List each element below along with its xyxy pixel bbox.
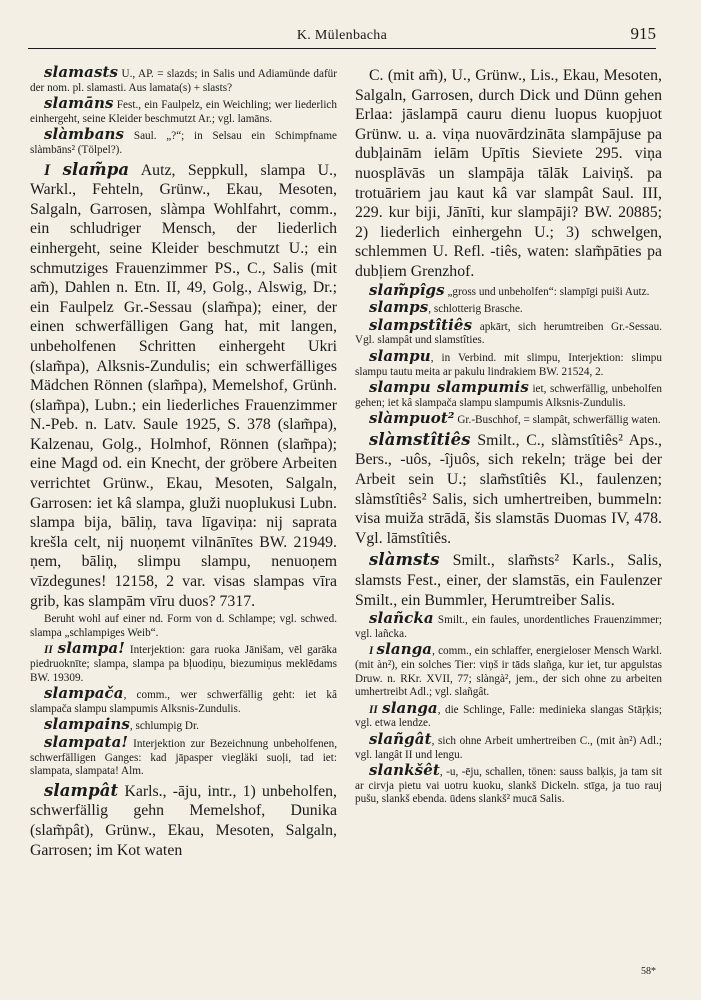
header-rule (28, 48, 656, 49)
headword: slamps (369, 298, 429, 317)
dictionary-entry (30, 732, 337, 779)
running-head: K. Mülenbacha (296, 28, 388, 43)
dictionary-entry (30, 613, 337, 640)
entry-text: , sich ohne Arbeit umhertreiben C., (mit àn²) Adl.; vgl. langât II und lengu. (355, 734, 662, 761)
homonym-number: II (44, 644, 58, 657)
dictionary-entry (355, 761, 662, 807)
headword: slàmbans (44, 125, 125, 144)
entry-text: Beruht wohl auf einer nd. Form von d. Schlampe; vgl. schwed. slampa „schlampiges Weib“. (30, 613, 337, 639)
headword: slanga (382, 698, 438, 717)
entry-text: U., AP. = slazds; in Salis und Adiamünde dafür der nom. pl. slamasti. Aus lamata(s) + slasts? (30, 68, 337, 94)
entry-text: Interjektion: gara ruoka Jānišam, vēl garāka piedruoknīte; slampa, slampa pa bļuodiņu, biezumiņus meklēdams BW. 19309. (30, 644, 337, 684)
dictionary-entry (355, 280, 662, 300)
dictionary-entry (30, 63, 337, 95)
headword: slanga (376, 640, 433, 659)
entry-text: iet, schwerfällig, unbeholfen gehen; iet kâ slampača slampu slampumis Alksnis-Zundulis. (355, 383, 662, 409)
entry-text: Interjektion zur Bezeichnung unbeholfenen, schwerfälligen Ganges: kad jāpasper viegläki suoļi, tad iet: slampata, slampata! Alm. (30, 737, 337, 778)
headword: slampača (44, 684, 124, 703)
dictionary-entry (355, 298, 662, 317)
headword: slàmpuot² (369, 409, 455, 428)
headword: slañgât (369, 729, 432, 748)
dictionary-entry (355, 346, 662, 379)
dictionary-entry (355, 609, 662, 641)
dictionary-entry (355, 430, 662, 549)
headword: slàmsts (369, 550, 440, 570)
dictionary-entry (355, 698, 662, 731)
entry-text: , comm., ein schlaffer, energieloser Mensch Warkl. (mit àn²), ein solches Tier: viņš ir tāds slañga, kur iet, tur apgulstas Druw. n. RKr. XVII, 77; slàngà², jem., der sich ohne zu arbeiten umhertreibt Adl.; vgl. slañgât. (355, 645, 662, 699)
entry-text: „gross und unbeholfen“: slampīgi puiši Autz. (444, 285, 650, 298)
dictionary-entry (30, 639, 337, 685)
entry-text: Autz, Seppkull, slampa U., Warkl., Fehteln, Grünw., Ekau, Mesoten, Salgaln, Garrosen, slàmpa Wohlfahrt, comm., ein schludriger Mensch, der liederlich einhergeht, seine Kleider beschmutzt U.; ein schmutziges Frauenzimmer PS., C., Salis (mit am̃), Dahlen n. Etn. II, 49, Golg., Alswig, Dr.; ein Faulpelz Gr.-Sessau (slam̃pa); einer, der einen schwerfälligen Gang hat, mit langen, unbeholfenen Schritten einhergeht Ukri (slam̃pa), Alksnis-Zundulis; ein schwerfälliges Mädchen Rönnen (slam̃pa), Memelshof, Grünh. (slam̃pa), Lubn.; ein liederliches Frauenzimmer N.-Peb. n. Latv. Saule 1925, S. 378 (slam̃pa), Kalzenau, Golg., Holmhof, Rönnen (slam̃pa); eine Magd od. ein Knecht, der gröbere Arbeiten verrichtet Grünw., Ekau, Mesoten, Salgaln, Garrosen: iet kâ slampa, gluži nuoplukusi Lubn. slampa bija, bāliņ, tava līgaviņa: nij saprata krešla celt, nij nuoņemt vilnānītes BW. 21949. ņem, bāliņ, slimpu slampu, nenuoņem vīzdegunes! 12158, 2 var. visas slampas vīra grib, kas slampām vīru duos? 7317. (30, 161, 337, 610)
entry-text: C. (mit am̃), U., Grünw., Lis., Ekau, Mesoten, Salgaln, Garrosen, durch Dick und Dünn gehen Erlaa: jāslampā cauru dienu luopus kuopjuot Grünw. u. a. viņa nuovārdzināta slampājuse pa dubļainām ielām Upītis Sieviete 295. viņa nuosplāvās un slampāja tālāk Laiviņš. pa trotuāriem jau kaut kâ var slampât Saul. III, 229. kur biji, Jānīti, kur slampāji? BW. 20885; 2) liederlich einhergehn U.; 3) schwelgen, schlemmen U. Refl. -tiês, waten: slam̃pāties pa dubļiem Grenzhof. (355, 67, 662, 280)
homonym-number: II (369, 703, 383, 716)
dictionary-entry (30, 125, 337, 157)
dictionary-entry (30, 715, 337, 734)
headword: slañcka (369, 609, 434, 628)
headword: slampstîtiês (369, 315, 473, 334)
headword: slampu slampumis (369, 378, 529, 397)
dictionary-entry (30, 684, 337, 716)
entry-text: Fest., ein Faulpelz, ein Weichling; wer liederlich einhergeht, seine Kleider beschmutzt Ar.; vgl. lamāns. (30, 99, 337, 125)
left-column (30, 63, 337, 862)
headword: slam̃pîgs (369, 280, 445, 299)
page-header (28, 24, 656, 46)
entry-text: , in Verbind. mit slimpu, Interjektion: slimpu slampu tautu meita ar pakulu lindrakiem BW. 21524, 2. (355, 351, 662, 378)
headword: slampu (369, 346, 431, 365)
headword: slankšêt (369, 761, 440, 780)
dictionary-entry (355, 409, 662, 428)
right-column (355, 66, 662, 809)
headword: slampains (44, 715, 130, 734)
sheet-signature: 58* (641, 966, 656, 977)
dictionary-entry (30, 160, 337, 612)
entry-text: , schlumpig Dr. (129, 720, 199, 733)
headword: slampa! (57, 639, 125, 658)
dictionary-entry (355, 66, 662, 282)
homonym-number: I (44, 161, 63, 179)
entry-text: Smilt., ein faules, unordentliches Frauenzimmer; vgl. lañcka. (355, 614, 662, 640)
dictionary-entry (355, 315, 662, 348)
entry-text: , -u, -ēju, schallen, tönen: sauss balķis, ja tam sit ar cirvja pietu vai uotru kuoku, slankš Dickeln. stīga, ja tuo rauj pušu, slankš ebenda. ūdens slankš² mucā Salis. (355, 766, 662, 806)
headword: slàmstîtiês (369, 429, 471, 449)
entry-text: , die Schlinge, Falle: medinieka slangas Stāŗķis; vgl. etwa lendze. (355, 703, 662, 730)
page-number: 915 (630, 24, 656, 43)
headword: slampât (44, 780, 119, 800)
headword: slamasts (44, 63, 119, 81)
entry-text: apkārt, sich herumtreiben Gr.-Sessau. Vgl. slampât und slamstîties. (355, 320, 662, 347)
entry-text: Gr.-Buschhof, = slampât, schwerfällig waten. (454, 414, 661, 427)
entry-text: Saul. „?“; in Selsau ein Schimpfname slàmbāns² (Tölpel?). (30, 130, 337, 156)
entry-text: Karls., -āju, intr., 1) unbeholfen, schwerfällig gehn Memelshof, Dunika (slam̃pât), Grünw., Ekau, Mesoten, Salgaln, Garrosen; im Kot waten (30, 782, 337, 859)
headword: slamāns (44, 94, 114, 113)
dictionary-entry (355, 550, 662, 610)
entry-text: , comm., wer schwerfällig geht: iet kâ slampača slampu slampumis Alksnis-Zundulis. (30, 689, 337, 715)
entry-text: , schlotterig Brasche. (428, 303, 523, 316)
dictionary-entry (355, 378, 662, 410)
dictionary-entry (30, 94, 337, 126)
headword: slam̃pa (62, 159, 130, 179)
entry-text: Smilt., C., slàmstîtiês² Aps., Bers., -uôs, -îjuôs, sich rekeln; träge bei der Arbeit sein U.; slam̃stîtiês Kl., faulenzen; slàmstîtiês² Salis, sich umhertreiben, bummeln: visa muiža strādā, šis slamstās Duomas IV, 478. Vgl. lāmstîtiês. (355, 431, 662, 547)
dictionary-entry (355, 729, 662, 762)
dictionary-entry (30, 781, 337, 860)
headword: slampata! (44, 732, 129, 751)
entry-text: Smilt., slam̃sts² Karls., Salis, slamsts Fest., einer, der slamstās, ein Faulenzer Smilt., ein Bummler, Herumtreiber Salis. (355, 552, 662, 609)
homonym-number: I (369, 645, 377, 658)
dictionary-entry (355, 640, 662, 699)
